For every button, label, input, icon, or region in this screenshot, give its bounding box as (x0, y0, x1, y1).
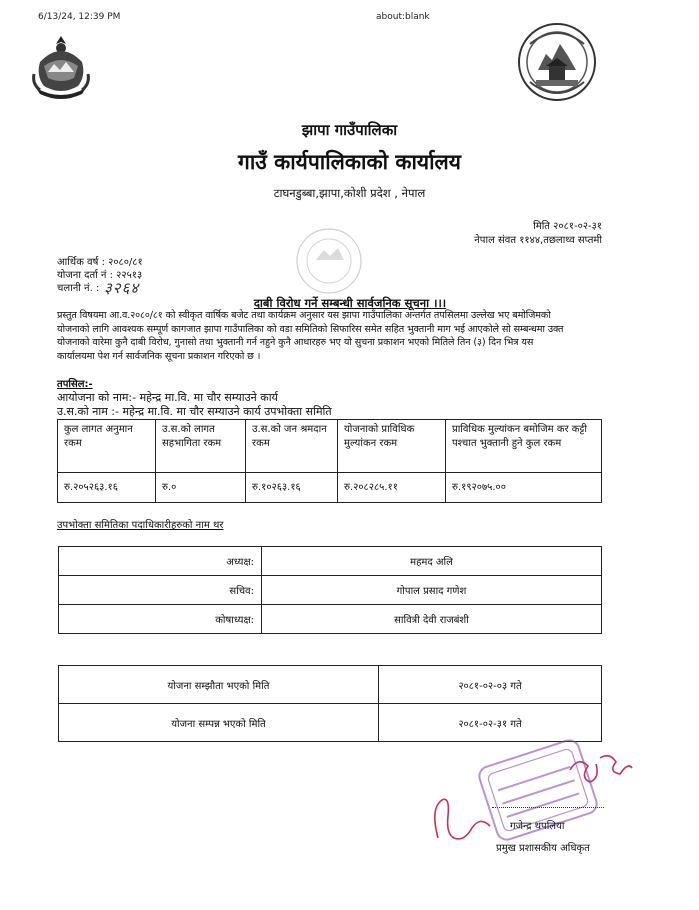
notice-paragraph (57, 309, 617, 363)
plan-dates-table (58, 665, 602, 742)
cost-table-value-row (58, 473, 602, 503)
municipality-seal-logo (516, 20, 598, 104)
cost-value-cell: रु.१०२६३.१६ (246, 473, 338, 503)
cost-header-cell: कुल लागत अनुमान रकम (58, 420, 156, 473)
plan-date-value: २०८१-०२-०३ गते (379, 666, 602, 704)
cost-header-cell: प्राविधिक मुल्यांकन बमोजिम कर कट्टी पश्चात भुक्तानी हुने कुल रकम (446, 420, 602, 473)
cost-value-cell: रु.० (156, 473, 246, 503)
cost-header-cell: योजनाको प्राविधिक मुल्यांकन रकम (338, 420, 446, 473)
signatory-title: प्रमुख प्रशासकीय अधिकृत (496, 843, 590, 854)
notice-line: प्रस्तुत विषयमा आ.व.२०८०/८१ को स्वीकृत वार्षिक बजेट तथा कार्यक्रम अनुसार यस झापा गाउँपालिका अन्तर्गत तपसिलमा उल्लेख भए बमोजिमको (57, 310, 551, 321)
dispatch-label: चलानी नं. : (57, 283, 100, 294)
dispatch-number-handwritten: ३२६४ (104, 279, 140, 297)
municipality-name: झापा गाउँपालिका (301, 121, 398, 139)
officials-table (58, 546, 602, 634)
print-datetime: 6/13/24, 12:39 PM (38, 12, 121, 22)
official-role: सचिव: (59, 576, 262, 605)
office-address: टाघनडुब्बा,झापा,कोशी प्रदेश , नेपाल (273, 186, 426, 200)
plan-name: आयोजना को नाम:- महेन्द्र मा.वि. मा चौर सम्याउने कार्य (57, 391, 278, 404)
plan-date-label: योजना सम्पन्न भएको मिति (59, 704, 379, 742)
cost-value-cell: रु.१९२०७५.०० (446, 473, 602, 503)
official-row (59, 576, 602, 605)
date-nepal-sambat: नेपाल संवत ११४४,तछलाथ्व सप्तमी (474, 235, 602, 246)
date-miti: मिति २०८१-०२-३१ (533, 221, 602, 232)
officials-heading (57, 519, 223, 532)
cost-table-header-row (58, 420, 602, 473)
cost-header-cell: उ.स.को लागत सहभागिता रकम (156, 420, 246, 473)
official-role: कोषाध्यक्ष: (59, 605, 262, 634)
plan-date-row (59, 666, 602, 704)
official-row (59, 605, 602, 634)
official-name: गोपाल प्रसाद गणेश (262, 576, 602, 605)
cost-header-cell: उ.स.को जन श्रमदान रकम (246, 420, 338, 473)
print-url: about:blank (376, 12, 430, 22)
fiscal-year: आर्थिक वर्ष : २०८०/८१ (57, 257, 143, 268)
plan-date-value: २०८१-०२-३१ गते (379, 704, 602, 742)
officials-heading-text: उपभोक्ता समितिका पदाधिकारीहरुको नाम थर (57, 520, 224, 531)
plan-date-row (59, 704, 602, 742)
notice-line: कार्यालयमा पेश गर्न सार्वजनिक सूचना प्रकाशन गरिएको छ । (57, 350, 261, 362)
details-heading-text: तपसिल:- (57, 379, 93, 390)
nepal-emblem-logo (30, 32, 92, 100)
official-name: सावित्री देवी राजबंशी (262, 605, 602, 634)
committee-name: उ.स.को नाम :- महेन्द्र मा.वि. मा चौर सम्याउने कार्य उपभोक्ता समिति (57, 405, 332, 418)
signatory-name: गजेन्द्र थपलिया (510, 821, 565, 832)
official-name: महमद अलि (262, 547, 602, 576)
signature-line (492, 807, 604, 808)
cost-value-cell: रु.२०५२६३.१६ (58, 473, 156, 503)
office-name: गाउँ कार्यपालिकाको कार्यालय (238, 150, 461, 174)
cost-table (57, 419, 602, 503)
official-role: अध्यक्ष: (59, 547, 262, 576)
cost-value-cell: रु.२०८२८५.११ (338, 473, 446, 503)
plan-date-label: योजना सम्झौता भएको मिति (59, 666, 379, 704)
notice-line: योजनाको वारेमा कुनै दाबी विरोध, गुनासो तथा भुक्तानी गर्न नहुने कुनै आधारहरु भए यो सुचना प्रकाशन भएको मितिले तिन (३) दिन भित्र यस (57, 337, 534, 349)
office-stamp-faint (282, 226, 376, 296)
notice-subject-text: दाबी विरोध गर्ने सम्बन्धी सार्वजनिक सूचना ।।। (253, 296, 447, 310)
official-row (59, 547, 602, 576)
plan-number: योजना दर्ता नं : २२५१३ (57, 270, 143, 281)
notice-line: योजनाको लागि आवश्यक सम्पूर्ण कागजात झापा गाउँपालिका को वडा समितिको सिफारिस समेत सहित भुक्तानी माग भई आएकोले सो सम्बन्धमा उक्त (57, 323, 564, 335)
